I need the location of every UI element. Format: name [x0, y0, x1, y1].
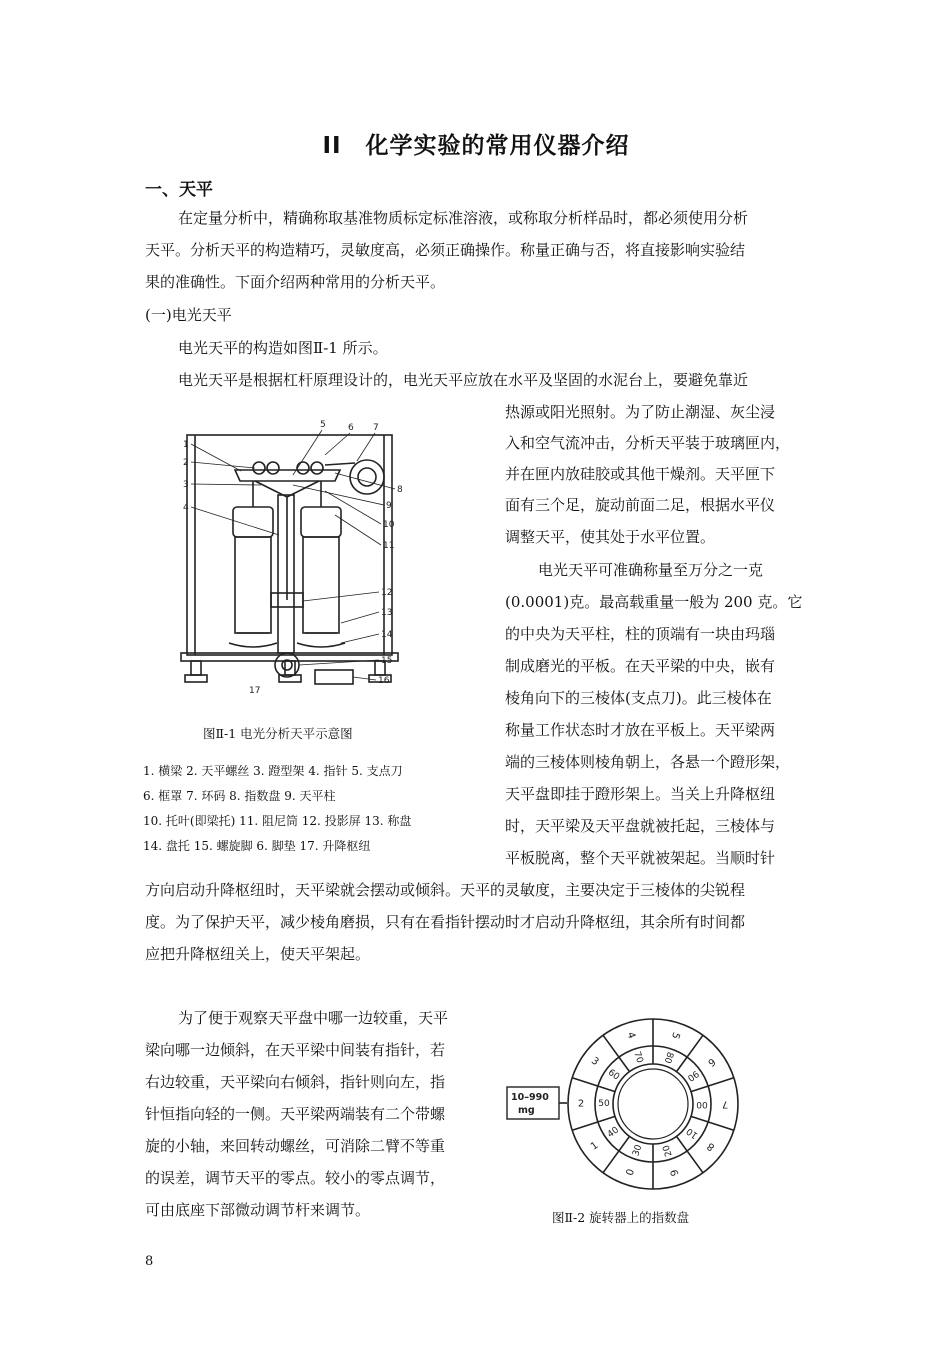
paragraph-line: 并在匣内放硅胶或其他干燥剂。天平匣下 — [505, 465, 776, 483]
dial-box-unit: mg — [518, 1105, 535, 1116]
paragraph-line: 称量工作状态时才放在平板上。天平梁两 — [505, 721, 776, 739]
paragraph-line: 果的准确性。下面介绍两种常用的分析天平。 — [145, 273, 446, 291]
dial-inner-number: 10 — [685, 1125, 701, 1141]
legend-line: 1. 横梁 2. 天平螺丝 3. 蹬型架 4. 指针 5. 支点刀 — [143, 764, 403, 778]
part-number: 6 — [348, 423, 354, 433]
paragraph-line: 天平。分析天平的构造精巧，灵敏度高，必须正确操作。称量正确与否，将直接影响实验结 — [145, 241, 746, 259]
part-number: 13 — [381, 608, 393, 618]
paragraph-line: 的中央为天平柱，柱的顶端有一块由玛瑙 — [505, 625, 776, 643]
dial-inner-number: 50 — [598, 1099, 610, 1109]
part-number: 1 — [183, 440, 189, 450]
paragraph-line: 旋的小轴，来回转动螺丝，可消除二臂不等重 — [145, 1137, 446, 1155]
dial-inner-number: 40 — [605, 1125, 621, 1141]
dial-outer-digit: 8 — [705, 1139, 718, 1153]
dial-divider — [691, 1078, 734, 1092]
page-number: 8 — [145, 1254, 154, 1269]
dial-inner-number: 70 — [631, 1050, 645, 1065]
dial-outer-digit: 1 — [588, 1139, 601, 1153]
part-number: 8 — [397, 485, 403, 495]
part-number: 17 — [249, 686, 261, 696]
part-number: 2 — [183, 458, 189, 468]
dial-outer-digit: 4 — [624, 1030, 638, 1041]
part-number: 5 — [320, 420, 326, 430]
dial-outer-digit: 6 — [705, 1055, 718, 1069]
paragraph-line: 调整天平，使其处于水平位置。 — [505, 528, 716, 546]
paragraph-line: 电光天平是根据杠杆原理设计的，电光天平应放在水平及坚固的水泥台上，要避免靠近 — [178, 371, 749, 389]
dial-divider — [572, 1078, 615, 1092]
dial-inner-number: 80 — [661, 1050, 675, 1065]
dial-inner-number: 90 — [685, 1067, 701, 1083]
page-title: II 化学实验的常用仪器介绍 — [322, 133, 630, 159]
balance-diagram — [175, 415, 410, 710]
dial-inner-number: 30 — [631, 1143, 645, 1158]
part-number: 11 — [383, 541, 395, 551]
paragraph-line: 天平盘即挂于蹬形架上。当关上升降枢纽 — [505, 785, 776, 803]
dial-inner-number: 00 — [696, 1099, 708, 1109]
dial-outer-digit: 3 — [588, 1055, 601, 1069]
paragraph-line: 为了便于观察天平盘中哪一边较重，天平 — [178, 1009, 449, 1027]
part-number: 9 — [386, 501, 392, 511]
dial-divider — [572, 1116, 615, 1130]
dial-inner-number: 60 — [605, 1067, 621, 1083]
part-number: 14 — [381, 630, 393, 640]
paragraph-line: 在定量分析中，精确称取基准物质标定标准溶液，或称取分析样品时，都必须使用分析 — [178, 209, 749, 227]
dial-outer-digit: 2 — [577, 1098, 585, 1110]
part-number: 4 — [183, 503, 189, 513]
paragraph-line: 入和空气流冲击，分析天平装于玻璃匣内， — [505, 434, 791, 452]
legend-line: 14. 盘托 15. 螺旋脚 6. 脚垫 17. 升降枢纽 — [143, 839, 371, 853]
paragraph-line: 的误差，调节天平的零点。较小的零点调节， — [145, 1169, 446, 1187]
paragraph-line: 时，天平梁及天平盘就被托起，三棱体与 — [505, 817, 776, 835]
dial-inner-number: 20 — [661, 1143, 675, 1158]
paragraph-line: 热源或阳光照射。为了防止潮湿、灰尘浸 — [505, 403, 776, 421]
part-number: 16 — [378, 676, 390, 686]
part-number: 7 — [373, 423, 379, 433]
figure-caption: 图Ⅱ-1 电光分析天平示意图 — [203, 726, 353, 741]
legend-line: 6. 框罩 7. 环码 8. 指数盘 9. 天平柱 — [143, 789, 336, 803]
paragraph-line: 度。为了保护天平，减少棱角磨损，只有在看指针摆动时才启动升降枢纽，其余所有时间都 — [145, 913, 746, 931]
paragraph-line: 右边较重，天平梁向右倾斜，指针则向左，指 — [145, 1073, 446, 1091]
paragraph-line: 梁向哪一边倾斜，在天平梁中间装有指针，若 — [145, 1041, 446, 1059]
subsection-heading: (一)电光天平 — [145, 306, 232, 324]
dial-outer-digit: 7 — [721, 1098, 729, 1110]
paragraph-line: 电光天平的构造如图Ⅱ-1 所示。 — [178, 339, 388, 357]
paragraph-line: 端的三棱体则棱角朝上，各悬一个蹬形架， — [505, 753, 791, 771]
part-number: 15 — [381, 656, 393, 666]
paragraph-line: 面有三个足，旋动前面二足，根据水平仪 — [505, 496, 776, 514]
paragraph-line: 棱角向下的三棱体(支点刀)。此三棱体在 — [505, 689, 772, 707]
part-number: 10 — [383, 520, 395, 530]
part-number: 3 — [183, 480, 189, 490]
part-number: 12 — [381, 588, 393, 598]
paragraph-line: 针恒指向轻的一侧。天平梁两端装有二个带螺 — [145, 1105, 446, 1123]
section-heading: 一、天平 — [145, 180, 213, 200]
figure-caption: 图Ⅱ-2 旋转器上的指数盘 — [552, 1210, 690, 1225]
dial-outer-digit: 9 — [668, 1167, 682, 1178]
dial-outer-digit: 0 — [624, 1167, 638, 1178]
paragraph-line: 电光天平可准确称量至万分之一克 — [538, 561, 764, 579]
paragraph-line: 方向启动升降枢纽时，天平梁就会摆动或倾斜。天平的灵敏度，主要决定于三棱体的尖锐程 — [145, 881, 746, 899]
paragraph-line: (0.0001)克。最高载重量一般为 200 克。它 — [505, 593, 803, 611]
index-dial-diagram — [505, 1015, 745, 1195]
dial-box-range: 10–990 — [511, 1092, 549, 1103]
paragraph-line: 制成磨光的平板。在天平梁的中央，嵌有 — [505, 657, 776, 675]
legend-line: 10. 托叶(即梁托) 11. 阻尼筒 12. 投影屏 13. 称盘 — [143, 814, 412, 828]
paragraph-line: 平板脱离，整个天平就被架起。当顺时针 — [505, 849, 776, 867]
paragraph-line: 应把升降枢纽关上，使天平架起。 — [145, 945, 371, 963]
dial-divider — [691, 1116, 734, 1130]
paragraph-line: 可由底座下部微动调节杆来调节。 — [145, 1201, 371, 1219]
dial-outer-digit: 5 — [668, 1030, 682, 1041]
